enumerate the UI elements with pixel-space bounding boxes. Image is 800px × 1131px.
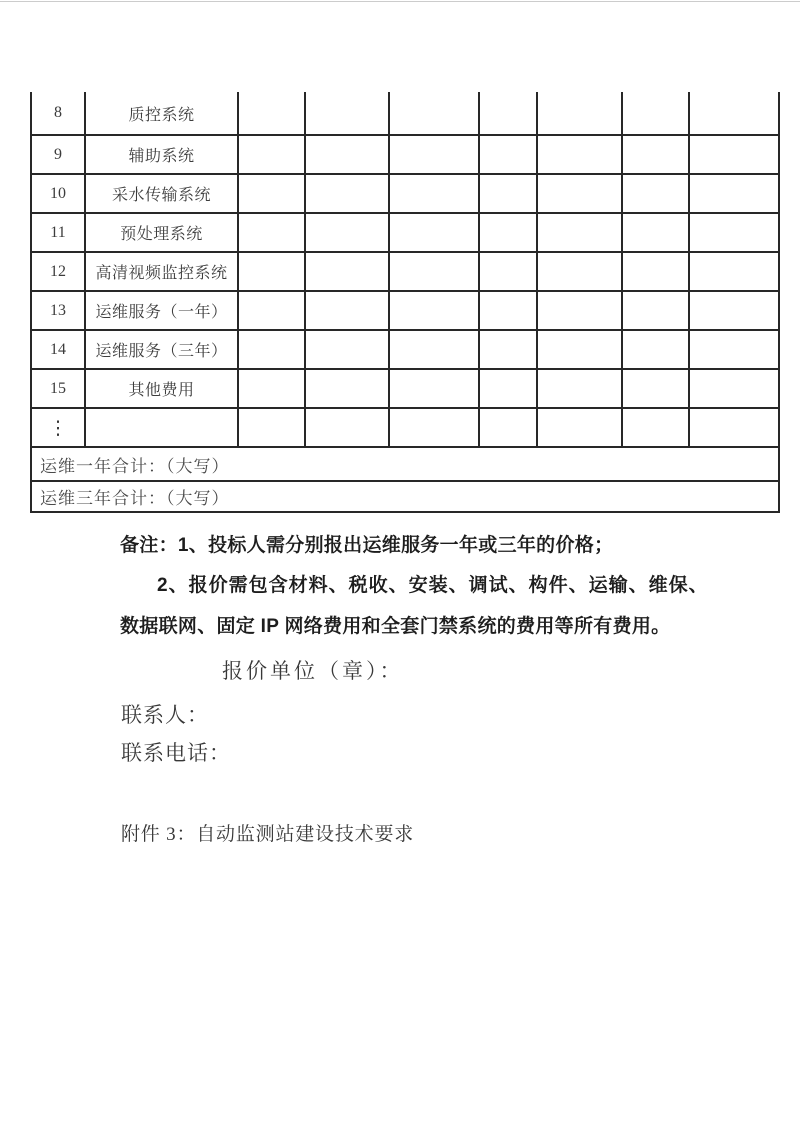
empty-price-cell bbox=[689, 369, 779, 408]
empty-price-cell bbox=[537, 291, 622, 330]
empty-price-cell bbox=[479, 135, 537, 174]
empty-price-cell bbox=[622, 330, 689, 369]
table-row bbox=[31, 291, 779, 330]
table-row bbox=[31, 174, 779, 213]
empty-price-cell bbox=[622, 213, 689, 252]
row-number-cell: 12 bbox=[31, 252, 85, 291]
empty-price-cell bbox=[479, 252, 537, 291]
empty-price-cell bbox=[389, 92, 479, 135]
empty-price-cell bbox=[305, 369, 389, 408]
contact-person-label: 联系人： bbox=[121, 703, 209, 727]
attachment-title: 附件 3：自动监测站建设技术要求 bbox=[121, 824, 415, 845]
table-row bbox=[31, 408, 779, 447]
empty-price-cell bbox=[389, 291, 479, 330]
empty-price-cell bbox=[238, 408, 305, 447]
empty-price-cell bbox=[479, 92, 537, 135]
row-number-cell: 9 bbox=[31, 135, 85, 174]
empty-price-cell bbox=[479, 213, 537, 252]
empty-price-cell bbox=[622, 408, 689, 447]
empty-price-cell bbox=[238, 252, 305, 291]
empty-price-cell bbox=[238, 291, 305, 330]
empty-price-cell bbox=[305, 135, 389, 174]
empty-price-cell bbox=[689, 291, 779, 330]
row-number-cell: 13 bbox=[31, 291, 85, 330]
row-number-cell: 10 bbox=[31, 174, 85, 213]
summary-rows bbox=[31, 447, 779, 512]
empty-price-cell bbox=[305, 213, 389, 252]
empty-price-cell bbox=[537, 252, 622, 291]
page-edge-line bbox=[0, 1, 800, 2]
empty-price-cell bbox=[305, 174, 389, 213]
item-name-cell: 采水传输系统 bbox=[85, 174, 238, 213]
table-row bbox=[31, 213, 779, 252]
quote-unit-label: 报价单位（章）： bbox=[222, 659, 404, 683]
row-number-cell: 14 bbox=[31, 330, 85, 369]
empty-price-cell bbox=[389, 135, 479, 174]
table-row bbox=[31, 330, 779, 369]
row-number-cell: 8 bbox=[31, 92, 85, 135]
table-row-summary-three-year bbox=[31, 481, 779, 512]
item-rows bbox=[31, 92, 779, 447]
empty-price-cell bbox=[479, 408, 537, 447]
empty-price-cell bbox=[689, 408, 779, 447]
summary-three-year-total: 运维三年合计：（大写） bbox=[31, 481, 779, 512]
empty-price-cell bbox=[537, 369, 622, 408]
summary-one-year-total: 运维一年合计：（大写） bbox=[31, 447, 779, 481]
item-name-cell: 运维服务（三年） bbox=[85, 330, 238, 369]
item-name-cell bbox=[85, 408, 238, 447]
item-name-cell: 质控系统 bbox=[85, 92, 238, 135]
empty-price-cell bbox=[238, 330, 305, 369]
empty-price-cell bbox=[622, 135, 689, 174]
note-line-1: 备注：1、投标人需分别报出运维服务一年或三年的价格； bbox=[120, 535, 614, 556]
row-number-cell: 15 bbox=[31, 369, 85, 408]
empty-price-cell bbox=[238, 174, 305, 213]
empty-price-cell bbox=[537, 213, 622, 252]
row-number-cell: 11 bbox=[31, 213, 85, 252]
empty-price-cell bbox=[622, 291, 689, 330]
table-row bbox=[31, 252, 779, 291]
empty-price-cell bbox=[389, 369, 479, 408]
empty-price-cell bbox=[622, 92, 689, 135]
empty-price-cell bbox=[238, 213, 305, 252]
empty-price-cell bbox=[689, 213, 779, 252]
empty-price-cell bbox=[537, 330, 622, 369]
empty-price-cell bbox=[537, 174, 622, 213]
empty-price-cell bbox=[305, 252, 389, 291]
empty-price-cell bbox=[389, 213, 479, 252]
item-name-cell: 辅助系统 bbox=[85, 135, 238, 174]
empty-price-cell bbox=[689, 135, 779, 174]
empty-price-cell bbox=[305, 92, 389, 135]
item-name-cell: 运维服务（一年） bbox=[85, 291, 238, 330]
quotation-table bbox=[30, 92, 780, 513]
item-name-cell: 高清视频监控系统 bbox=[85, 252, 238, 291]
empty-price-cell bbox=[689, 174, 779, 213]
empty-price-cell bbox=[479, 369, 537, 408]
item-name-cell: 其他费用 bbox=[85, 369, 238, 408]
note-line-3: 数据联网、固定 IP 网络费用和全套门禁系统的费用等所有费用。 bbox=[120, 616, 671, 637]
table-row bbox=[31, 369, 779, 408]
empty-price-cell bbox=[689, 330, 779, 369]
empty-price-cell bbox=[479, 291, 537, 330]
empty-price-cell bbox=[389, 252, 479, 291]
table-row bbox=[31, 92, 779, 135]
table-row-summary-one-year bbox=[31, 447, 779, 481]
empty-price-cell bbox=[622, 252, 689, 291]
empty-price-cell bbox=[389, 408, 479, 447]
empty-price-cell bbox=[622, 174, 689, 213]
empty-price-cell bbox=[537, 92, 622, 135]
empty-price-cell bbox=[389, 174, 479, 213]
empty-price-cell bbox=[238, 92, 305, 135]
empty-price-cell bbox=[537, 408, 622, 447]
empty-price-cell bbox=[479, 330, 537, 369]
empty-price-cell bbox=[238, 369, 305, 408]
empty-price-cell bbox=[537, 135, 622, 174]
empty-price-cell bbox=[622, 369, 689, 408]
empty-price-cell bbox=[389, 330, 479, 369]
empty-price-cell bbox=[305, 408, 389, 447]
empty-price-cell bbox=[689, 92, 779, 135]
empty-price-cell bbox=[689, 252, 779, 291]
row-number-cell: ⋮ bbox=[31, 408, 85, 447]
empty-price-cell bbox=[305, 291, 389, 330]
empty-price-cell bbox=[238, 135, 305, 174]
note-line-2: 2、报价需包含材料、税收、安装、调试、构件、运输、维保、 bbox=[157, 575, 709, 596]
item-name-cell: 预处理系统 bbox=[85, 213, 238, 252]
contact-phone-label: 联系电话： bbox=[121, 741, 231, 765]
empty-price-cell bbox=[305, 330, 389, 369]
empty-price-cell bbox=[479, 174, 537, 213]
table-row bbox=[31, 135, 779, 174]
